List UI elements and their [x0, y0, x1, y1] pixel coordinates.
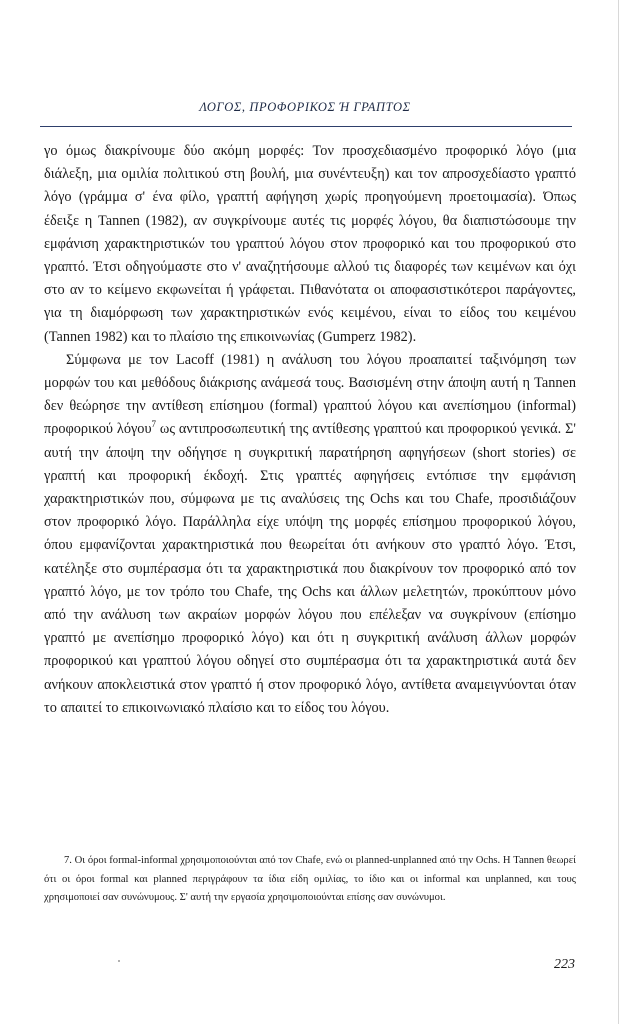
footnote-text: Οι όροι formal-informal χρησιμοποιούνται από τον Chafe, ενώ οι planned-unplanned από την Ochs. Η Tannen θεωρεί ότι οι όροι formal και planned περιγράφουν τα ίδια είδη ομιλίας, το ίδιο και οι informal και unplanned, και τους χρησιμοποιεί σαν συνώνυμους. Σ' αυτή την εργασία χρησιμοποιούνται επίσης σαν συνώνυμοι.: [44, 855, 577, 903]
body-text: [44, 140, 576, 720]
page-number: 223: [554, 957, 575, 972]
print-speck: [118, 960, 120, 962]
paragraph-2-part-2: ως αντιπροσωπευτική της αντίθεσης γραπτού και προφορικού γενικά. Σ' αυτή την άποψη την οδήγησε η συγκριτική παρατήρηση αφηγήσεων (short stories) σε γραπτή και προφορική έκδοχή. Στις γραπτές αφηγήσεις εντόπισε την εμφάνιση χαρακτηριστικών που, σύμφωνα με τις αναλύσεις της Ochs και του Chafe, προσιδιάζουν στον προφορικό λόγο. Παράλληλα είχε υπόψη της μορφές επίσημου προφορικού λόγου, όπου εμφανίζονται χαρακτηριστικά που θεωρείται ότι ανήκουν στο γραπτό λόγο. Έτσι, κατέληξε στο συμπέρασμα ότι τα χαρακτηριστικά που διακρίνουν τον προφορικό από τον γραπτό λόγο, με τον τρόπο του Chafe, της Ochs και άλλων μελετητών, προκύπτουν μόνο από την ανάλυση των ακραίων μορφών λόγου που επέλεξαν να συγκρίνουν (επίσημο γραπτό με ανεπίσημο προφορικό λόγο) και ότι η συγκριτική ανάλυση άλλων μορφών προφορικού και γραπτού λόγου οδηγεί στο συμπέρασμα ότι τα χαρακτηριστικά αυτά δεν ανήκουν αποκλειστικά στον γραπτό ή στον προφορικό λόγο, αντίθετα αναμειγνύονται όταν το απαιτεί το επικοινωνιακό πλαίσιο και το είδος του λόγου.: [44, 421, 576, 716]
footnote-number: 7.: [64, 855, 72, 866]
paragraph-2-part-1: Σύμφωνα με τον Lacoff (1981) η ανάλυση του λόγου προαπαιτεί ταξινόμηση των μορφών του και μεθόδους διάκρισης ανάμεσά τους. Βασισμένη στην άποψη αυτή η Tannen δεν θεώρησε την αντίθεση επίσημου (formal) γραπτού λόγου και ανεπίσημου (informal) προφορικού λόγου: [44, 351, 576, 438]
footnote: [44, 852, 576, 908]
paragraph-2: [44, 349, 576, 720]
header-rule: [40, 126, 572, 127]
paragraph-1: γο όμως διακρίνουμε δύο ακόμη μορφές: Τον προσχεδιασμένο προφορικό λόγο (μια διάλεξη, μια ομιλία πολιτικού στη βουλή, μια συνέντευξη) και τον απροσχεδίαστο γραπτό λόγο (γράμμα σ' ένα φίλο, γραπτή αφήγηση χωρίς προηγούμενη προετοιμασία). Όπως έδειξε η Tannen (1982), αν συγκρίνουμε αυτές τις μορφές λόγου, θα διαπιστώσουμε την εμφάνιση χαρακτηριστικών του γραπτού λόγου στον προφορικό και του προφορικού στο γραπτό. Έτσι οδηγούμαστε στο ν' αναζητήσουμε αλλού τις διαφορές των κειμένων και όχι στο αν το κείμενο εκφωνείται ή γράφεται. Πιθανότατα οι αποφασιστικότεροι παράγοντες, για τη διαμόρφωση των χαρακτηριστικών ενός κειμένου, είναι το είδος του κειμένου (Tannen 1982) και το πλαίσιο της επικοινωνίας (Gumperz 1982).: [44, 143, 576, 345]
running-head: ΛΟΓΟΣ, ΠΡΟΦΟΡΙΚΟΣ Ή ΓΡΑΠΤΟΣ: [199, 100, 411, 114]
footnote-reference: 7: [151, 419, 157, 430]
page-edge: [618, 0, 619, 1024]
